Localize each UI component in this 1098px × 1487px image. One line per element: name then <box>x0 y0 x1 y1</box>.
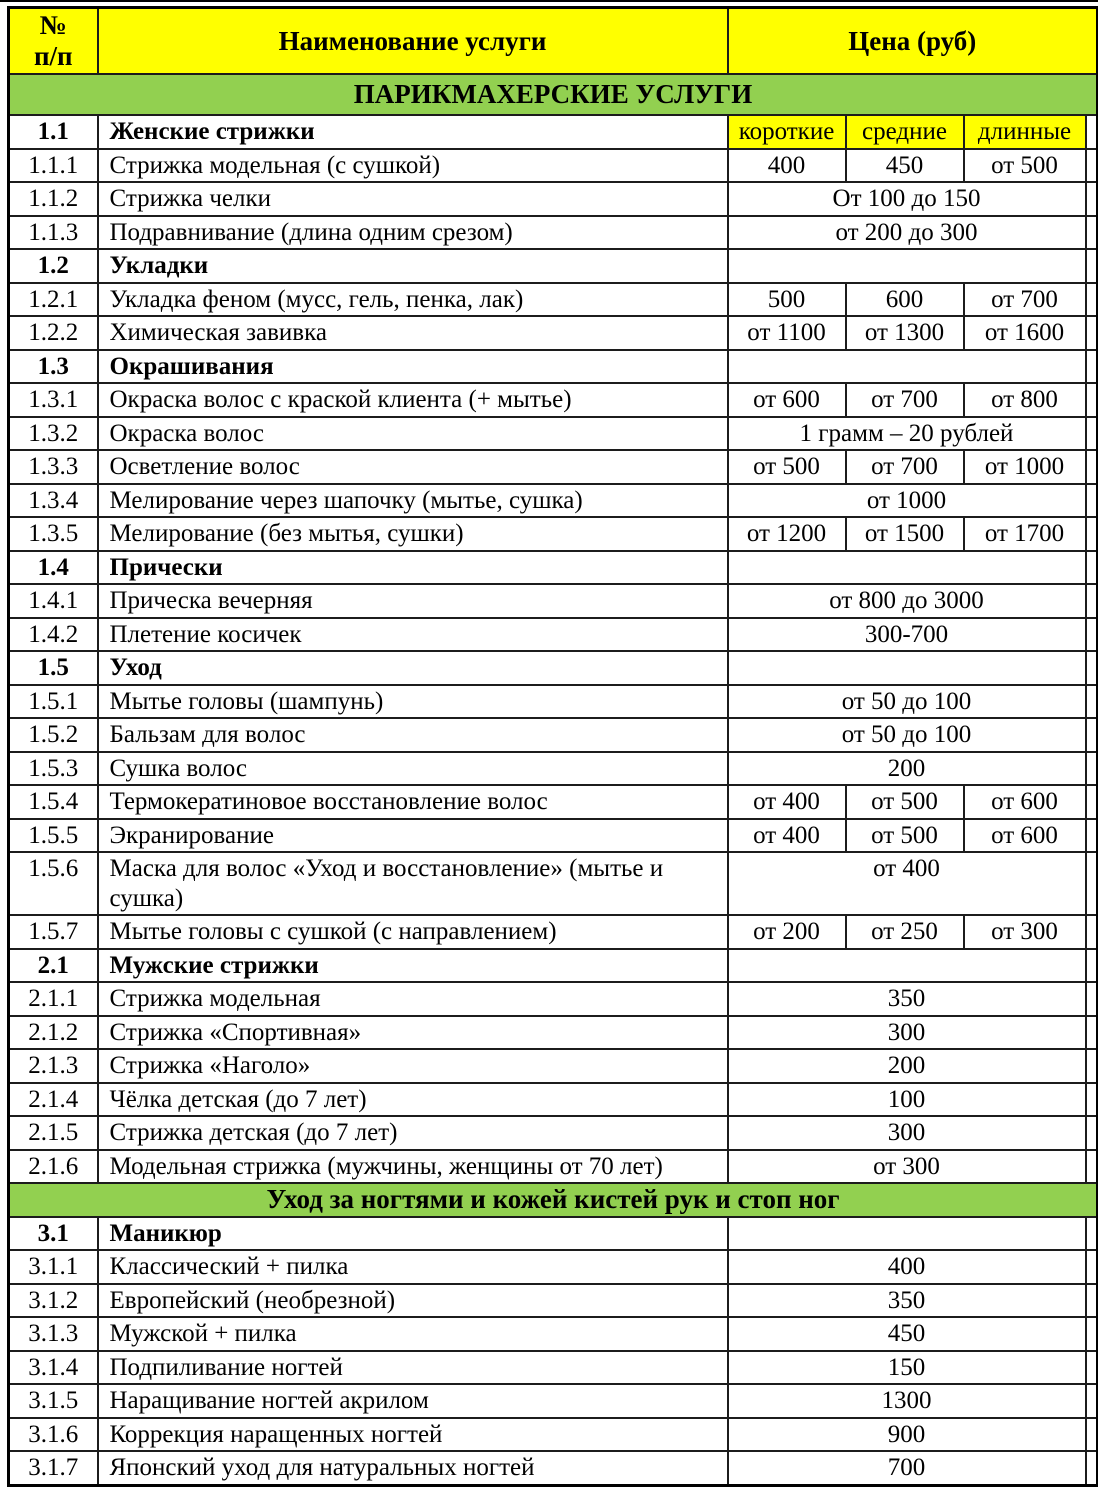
edge-spacer-cell <box>1086 819 1098 853</box>
service-number-cell: 1.3.1 <box>9 383 98 417</box>
service-name-cell: Чёлка детская (до 7 лет) <box>98 1083 728 1117</box>
edge-spacer-cell <box>1086 1418 1098 1452</box>
service-number-cell: 3.1.7 <box>9 1451 98 1485</box>
service-number-cell: 1.5.2 <box>9 718 98 752</box>
service-number-cell: 3.1.3 <box>9 1317 98 1351</box>
service-number-cell: 1.3.2 <box>9 417 98 451</box>
service-row <box>9 819 1098 853</box>
service-row <box>9 752 1098 786</box>
price-cell: от 300 <box>728 1150 1086 1184</box>
edge-spacer-cell <box>1086 1116 1098 1150</box>
price-cell: от 1000 <box>964 450 1086 484</box>
service-name-cell: Прическа вечерняя <box>98 584 728 618</box>
service-number-cell: 2.1.3 <box>9 1049 98 1083</box>
edge-spacer-cell <box>1086 949 1098 983</box>
edge-spacer-cell <box>1086 517 1098 551</box>
service-name-cell: Окраска волос с краской клиента (+ мытье) <box>98 383 728 417</box>
edge-spacer-cell <box>1086 249 1098 283</box>
header-price-cell: Цена (руб) <box>728 8 1098 75</box>
price-cell: 1 грамм – 20 рублей <box>728 417 1086 451</box>
page-top-rule <box>0 0 1098 2</box>
service-row <box>9 316 1098 350</box>
price-cell: от 600 <box>728 383 846 417</box>
service-number-cell: 3.1.2 <box>9 1284 98 1318</box>
price-cell: от 50 до 100 <box>728 685 1086 719</box>
service-name-cell: Мелирование через шапочку (мытье, сушка) <box>98 484 728 518</box>
edge-spacer-cell <box>1086 216 1098 250</box>
service-number-cell: 1.1.2 <box>9 182 98 216</box>
section-row <box>9 249 1098 283</box>
service-row <box>9 1384 1098 1418</box>
category-band-row <box>9 1183 1098 1217</box>
service-name-cell: Окраска волос <box>98 417 728 451</box>
edge-spacer-cell <box>1086 618 1098 652</box>
service-number-cell: 1.5.7 <box>9 915 98 949</box>
price-cell: от 1500 <box>846 517 964 551</box>
price-cell: от 800 <box>964 383 1086 417</box>
section-name-cell: Мужские стрижки <box>98 949 728 983</box>
empty-price-cell <box>728 350 1086 384</box>
service-name-cell: Термокератиновое восстановление волос <box>98 785 728 819</box>
section-number-cell: 1.5 <box>9 651 98 685</box>
edge-spacer-cell <box>1086 450 1098 484</box>
service-number-cell: 1.5.4 <box>9 785 98 819</box>
length-subheader-cell: короткие <box>728 115 846 149</box>
service-name-cell: Европейский (необрезной) <box>98 1284 728 1318</box>
service-name-cell: Классический + пилка <box>98 1250 728 1284</box>
price-cell: от 200 до 300 <box>728 216 1086 250</box>
section-row <box>9 115 1098 149</box>
price-cell: 400 <box>728 149 846 183</box>
empty-price-cell <box>728 1217 1086 1251</box>
edge-spacer-cell <box>1086 852 1098 915</box>
service-row <box>9 182 1098 216</box>
price-cell: 350 <box>728 982 1086 1016</box>
service-row <box>9 383 1098 417</box>
section-name-cell: Уход <box>98 651 728 685</box>
service-row <box>9 852 1098 915</box>
price-cell: от 1200 <box>728 517 846 551</box>
price-cell: 150 <box>728 1351 1086 1385</box>
category-band-label: Уход за ногтями и кожей кистей рук и стоп ног <box>9 1183 1098 1217</box>
edge-spacer-cell <box>1086 1284 1098 1318</box>
service-row <box>9 517 1098 551</box>
price-cell: 350 <box>728 1284 1086 1318</box>
edge-spacer-cell <box>1086 182 1098 216</box>
edge-spacer-cell <box>1086 551 1098 585</box>
price-cell: от 600 <box>964 785 1086 819</box>
service-number-cell: 1.1.1 <box>9 149 98 183</box>
service-name-cell: Японский уход для натуральных ногтей <box>98 1451 728 1485</box>
price-cell: от 400 <box>728 785 846 819</box>
service-name-cell: Стрижка детская (до 7 лет) <box>98 1116 728 1150</box>
edge-spacer-cell <box>1086 149 1098 183</box>
service-name-cell: Коррекция наращенных ногтей <box>98 1418 728 1452</box>
price-cell: 450 <box>728 1317 1086 1351</box>
section-name-cell: Женские стрижки <box>98 115 728 149</box>
edge-spacer-cell <box>1086 1317 1098 1351</box>
price-list-table <box>7 6 1098 1487</box>
price-cell: от 500 <box>846 819 964 853</box>
edge-spacer-cell <box>1086 685 1098 719</box>
section-row <box>9 651 1098 685</box>
service-name-cell: Стрижка челки <box>98 182 728 216</box>
service-name-cell: Мытье головы с сушкой (с направлением) <box>98 915 728 949</box>
edge-spacer-cell <box>1086 1451 1098 1485</box>
service-name-cell: Стрижка «Спортивная» <box>98 1016 728 1050</box>
price-cell: от 400 <box>728 852 1086 915</box>
empty-price-cell <box>728 551 1086 585</box>
service-name-cell: Бальзам для волос <box>98 718 728 752</box>
edge-spacer-cell <box>1086 584 1098 618</box>
service-name-cell: Стрижка «Наголо» <box>98 1049 728 1083</box>
edge-spacer-cell <box>1086 1217 1098 1251</box>
section-name-cell: Прически <box>98 551 728 585</box>
service-row <box>9 915 1098 949</box>
service-row <box>9 1418 1098 1452</box>
section-number-cell: 1.2 <box>9 249 98 283</box>
service-row <box>9 283 1098 317</box>
service-number-cell: 2.1.5 <box>9 1116 98 1150</box>
price-cell: от 500 <box>846 785 964 819</box>
service-number-cell: 2.1.6 <box>9 1150 98 1184</box>
price-cell: от 1000 <box>728 484 1086 518</box>
service-name-cell: Укладка феном (мусс, гель, пенка, лак) <box>98 283 728 317</box>
service-row <box>9 216 1098 250</box>
service-row <box>9 149 1098 183</box>
service-name-cell: Сушка волос <box>98 752 728 786</box>
header-service-cell: Наименование услуги <box>98 8 728 75</box>
price-cell: От 100 до 150 <box>728 182 1086 216</box>
length-subheader-cell: длинные <box>964 115 1086 149</box>
edge-spacer-cell <box>1086 1150 1098 1184</box>
service-number-cell: 1.3.4 <box>9 484 98 518</box>
edge-spacer-cell <box>1086 651 1098 685</box>
section-number-cell: 1.1 <box>9 115 98 149</box>
service-number-cell: 2.1.1 <box>9 982 98 1016</box>
empty-price-cell <box>728 651 1086 685</box>
service-row <box>9 484 1098 518</box>
service-number-cell: 3.1.6 <box>9 1418 98 1452</box>
category-band-label: ПАРИКМАХЕРСКИЕ УСЛУГИ <box>9 74 1098 115</box>
price-cell: 300-700 <box>728 618 1086 652</box>
edge-spacer-cell <box>1086 417 1098 451</box>
service-number-cell: 1.3.3 <box>9 450 98 484</box>
service-row <box>9 685 1098 719</box>
price-cell: от 600 <box>964 819 1086 853</box>
edge-spacer-cell <box>1086 752 1098 786</box>
header-number-cell <box>9 8 98 75</box>
price-table-body <box>9 74 1098 1485</box>
price-cell: 100 <box>728 1083 1086 1117</box>
price-cell: от 1600 <box>964 316 1086 350</box>
section-number-cell: 3.1 <box>9 1217 98 1251</box>
service-number-cell: 3.1.5 <box>9 1384 98 1418</box>
price-cell: 400 <box>728 1250 1086 1284</box>
edge-spacer-cell <box>1086 1049 1098 1083</box>
service-number-cell: 1.5.5 <box>9 819 98 853</box>
section-row <box>9 949 1098 983</box>
service-number-cell: 1.5.1 <box>9 685 98 719</box>
edge-spacer-cell <box>1086 982 1098 1016</box>
price-cell: от 1100 <box>728 316 846 350</box>
price-cell: от 1700 <box>964 517 1086 551</box>
service-name-cell: Плетение косичек <box>98 618 728 652</box>
service-name-cell: Мужской + пилка <box>98 1317 728 1351</box>
edge-spacer-cell <box>1086 115 1098 149</box>
service-number-cell: 1.4.1 <box>9 584 98 618</box>
price-cell: от 300 <box>964 915 1086 949</box>
service-number-cell: 1.4.2 <box>9 618 98 652</box>
service-number-cell: 2.1.4 <box>9 1083 98 1117</box>
service-number-cell: 1.1.3 <box>9 216 98 250</box>
service-row <box>9 718 1098 752</box>
price-cell: от 800 до 3000 <box>728 584 1086 618</box>
service-name-cell: Химическая завивка <box>98 316 728 350</box>
edge-spacer-cell <box>1086 1384 1098 1418</box>
price-cell: от 200 <box>728 915 846 949</box>
service-name-cell: Наращивание ногтей акрилом <box>98 1384 728 1418</box>
price-cell: 500 <box>728 283 846 317</box>
service-name-cell: Стрижка модельная (с сушкой) <box>98 149 728 183</box>
service-row <box>9 1116 1098 1150</box>
service-number-cell: 3.1.1 <box>9 1250 98 1284</box>
section-number-cell: 1.4 <box>9 551 98 585</box>
service-row <box>9 584 1098 618</box>
price-cell: 200 <box>728 752 1086 786</box>
service-row <box>9 1284 1098 1318</box>
service-number-cell: 1.5.3 <box>9 752 98 786</box>
header-number-line1: № <box>39 10 67 40</box>
price-cell: 450 <box>846 149 964 183</box>
table-header-row <box>9 8 1098 75</box>
service-number-cell: 1.2.1 <box>9 283 98 317</box>
edge-spacer-cell <box>1086 484 1098 518</box>
price-cell: от 1300 <box>846 316 964 350</box>
edge-spacer-cell <box>1086 1083 1098 1117</box>
service-name-cell: Подравнивание (длина одним срезом) <box>98 216 728 250</box>
edge-spacer-cell <box>1086 383 1098 417</box>
section-row <box>9 350 1098 384</box>
service-number-cell: 1.3.5 <box>9 517 98 551</box>
price-cell: от 500 <box>964 149 1086 183</box>
section-name-cell: Окрашивания <box>98 350 728 384</box>
empty-price-cell <box>728 949 1086 983</box>
category-band-row <box>9 74 1098 115</box>
edge-spacer-cell <box>1086 785 1098 819</box>
price-cell: 900 <box>728 1418 1086 1452</box>
service-name-cell: Осветление волос <box>98 450 728 484</box>
service-row <box>9 1250 1098 1284</box>
section-name-cell: Маникюр <box>98 1217 728 1251</box>
service-name-cell: Экранирование <box>98 819 728 853</box>
price-cell: 300 <box>728 1016 1086 1050</box>
edge-spacer-cell <box>1086 316 1098 350</box>
price-cell: от 500 <box>728 450 846 484</box>
service-number-cell: 1.5.6 <box>9 852 98 915</box>
price-cell: 700 <box>728 1451 1086 1485</box>
price-cell: от 700 <box>846 450 964 484</box>
service-name-cell: Подпиливание ногтей <box>98 1351 728 1385</box>
edge-spacer-cell <box>1086 915 1098 949</box>
service-row <box>9 618 1098 652</box>
empty-price-cell <box>728 249 1086 283</box>
service-number-cell: 1.2.2 <box>9 316 98 350</box>
service-name-cell: Маска для волос «Уход и восстановление» (мытье и сушка) <box>98 852 728 915</box>
section-number-cell: 2.1 <box>9 949 98 983</box>
edge-spacer-cell <box>1086 283 1098 317</box>
service-number-cell: 2.1.2 <box>9 1016 98 1050</box>
section-number-cell: 1.3 <box>9 350 98 384</box>
service-row <box>9 1150 1098 1184</box>
service-row <box>9 785 1098 819</box>
edge-spacer-cell <box>1086 1351 1098 1385</box>
service-row <box>9 982 1098 1016</box>
service-row <box>9 1083 1098 1117</box>
edge-spacer-cell <box>1086 1250 1098 1284</box>
service-name-cell: Стрижка модельная <box>98 982 728 1016</box>
price-cell: от 700 <box>846 383 964 417</box>
price-cell: 600 <box>846 283 964 317</box>
price-cell: 300 <box>728 1116 1086 1150</box>
section-row <box>9 551 1098 585</box>
price-cell: от 700 <box>964 283 1086 317</box>
service-row <box>9 450 1098 484</box>
service-name-cell: Мытье головы (шампунь) <box>98 685 728 719</box>
price-cell: от 400 <box>728 819 846 853</box>
price-cell: от 250 <box>846 915 964 949</box>
section-row <box>9 1217 1098 1251</box>
service-row <box>9 1016 1098 1050</box>
length-subheader-cell: средние <box>846 115 964 149</box>
price-cell: 1300 <box>728 1384 1086 1418</box>
edge-spacer-cell <box>1086 1016 1098 1050</box>
service-name-cell: Модельная стрижка (мужчины, женщины от 70 лет) <box>98 1150 728 1184</box>
edge-spacer-cell <box>1086 350 1098 384</box>
header-number-line2: п/п <box>33 41 73 72</box>
service-row <box>9 417 1098 451</box>
edge-spacer-cell <box>1086 718 1098 752</box>
service-row <box>9 1351 1098 1385</box>
price-cell: 200 <box>728 1049 1086 1083</box>
service-row <box>9 1317 1098 1351</box>
section-name-cell: Укладки <box>98 249 728 283</box>
service-row <box>9 1451 1098 1485</box>
service-row <box>9 1049 1098 1083</box>
service-number-cell: 3.1.4 <box>9 1351 98 1385</box>
service-name-cell: Мелирование (без мытья, сушки) <box>98 517 728 551</box>
price-cell: от 50 до 100 <box>728 718 1086 752</box>
